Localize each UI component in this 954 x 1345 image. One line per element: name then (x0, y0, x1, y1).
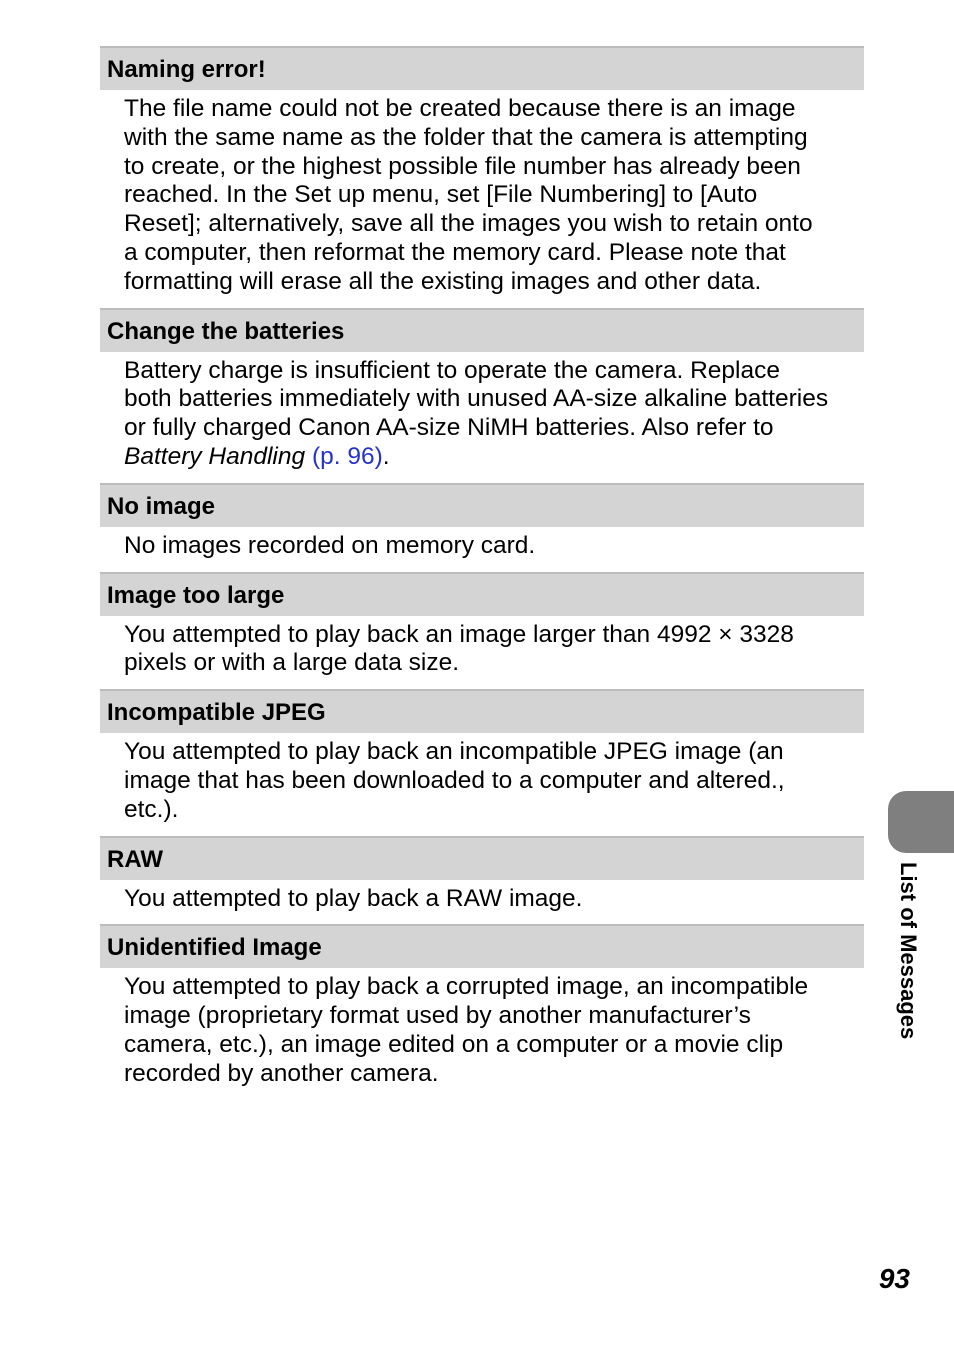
message-heading: Naming error! (100, 46, 864, 90)
message-description (100, 880, 864, 925)
description-line: You attempted to play back a corrupted image, an incompatible (124, 973, 809, 1001)
message-entry-incompatible-jpeg (100, 689, 864, 835)
message-list (100, 46, 864, 1100)
description-line: You attempted to play back a RAW image. (124, 884, 583, 912)
description-line: camera, etc.), an image edited on a computer or a movie clip (124, 1030, 784, 1058)
message-entry-change-batteries (100, 308, 864, 483)
description-line: with the same name as the folder that the camera is attempting (124, 123, 808, 151)
message-description (100, 968, 864, 1099)
manual-section-title: Battery Handling (124, 442, 306, 470)
page-reference-link[interactable]: (p. 96) (311, 442, 383, 470)
message-description (100, 616, 864, 690)
message-description (100, 527, 864, 572)
description-line: recorded by another camera. (124, 1059, 439, 1087)
description-line: reached. In the Set up menu, set [File Numbering] to [Auto (124, 181, 758, 209)
page-number: 93 (878, 1263, 910, 1294)
description-line: No images recorded on memory card. (124, 531, 536, 559)
description-line: Battery charge is insufficient to operate the camera. Replace (124, 356, 780, 384)
message-heading: Unidentified Image (100, 924, 864, 968)
message-entry-unidentified-image (100, 924, 864, 1099)
description-line: both batteries immediately with unused AA-size alkaline batteries (124, 385, 829, 413)
chapter-tab-marker (888, 791, 954, 853)
message-description (100, 90, 864, 308)
chapter-tab-label: List of Messages (896, 862, 921, 1040)
message-heading: Incompatible JPEG (100, 689, 864, 733)
message-heading: RAW (100, 836, 864, 880)
description-line: or fully charged Canon AA-size NiMH batteries. Also refer to (124, 414, 774, 442)
description-line: to create, or the highest possible file number has already been (124, 152, 801, 180)
description-line: image that has been downloaded to a computer and altered., (124, 766, 785, 794)
message-heading: No image (100, 483, 864, 527)
message-entry-image-too-large (100, 572, 864, 690)
description-line: a computer, then reformat the memory card. Please note that (124, 238, 786, 266)
message-heading: Change the batteries (100, 308, 864, 352)
message-entry-raw (100, 836, 864, 925)
description-line: Reset]; alternatively, save all the images you wish to retain onto (124, 210, 813, 238)
description-line: The file name could not be created because there is an image (124, 95, 796, 122)
description-line: pixels or with a large data size. (124, 649, 459, 677)
description-line: etc.). (124, 795, 179, 823)
description-line: image (proprietary format used by another manufacturer’s (124, 1002, 751, 1030)
description-line: formatting will erase all the existing images and other data. (124, 267, 762, 295)
description-line: You attempted to play back an image larger than 4992 × 3328 (124, 620, 794, 648)
message-heading: Image too large (100, 572, 864, 616)
description-line (124, 443, 864, 472)
message-description (100, 352, 864, 483)
message-description (100, 733, 864, 835)
description-line: You attempted to play back an incompatible JPEG image (an (124, 738, 784, 766)
sentence-end: . (382, 442, 390, 470)
message-entry-no-image (100, 483, 864, 572)
message-entry-naming-error (100, 46, 864, 308)
